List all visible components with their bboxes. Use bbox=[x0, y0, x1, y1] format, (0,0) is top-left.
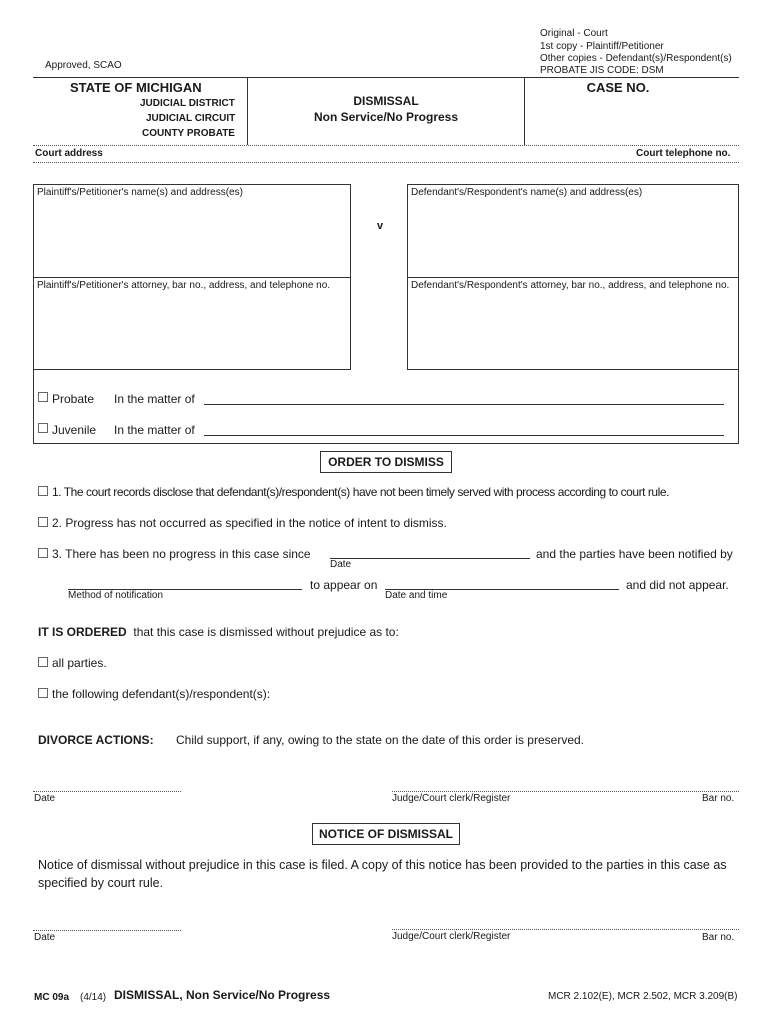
approved-scao: Approved, SCAO bbox=[45, 60, 122, 71]
order-date-caption: Date bbox=[34, 793, 56, 804]
probate-matter-input[interactable] bbox=[204, 389, 724, 405]
notice-signature-line bbox=[392, 929, 739, 930]
appear-date-time-caption: Date and time bbox=[385, 590, 448, 601]
footer-title: DISMISSAL, Non Service/No Progress bbox=[114, 988, 331, 1002]
versus-label: v bbox=[377, 220, 384, 232]
order-bar-caption: Bar no. bbox=[702, 793, 735, 804]
notified-by-text: and the parties have been notified by bbox=[536, 547, 733, 561]
defendant-label: Defendant's/Respondent's name(s) and address(es) bbox=[411, 187, 643, 198]
item1-text: 1. The court records disclose that defendant(s)/respondent(s) have not been timely served with process according to court rule. bbox=[52, 485, 669, 499]
ordered-text: that this case is dismissed without prejudice as to: bbox=[133, 625, 399, 639]
defendant-attorney-label: Defendant's/Respondent's attorney, bar no., address, and telephone no. bbox=[411, 280, 730, 291]
header-divider-right bbox=[524, 77, 525, 145]
plaintiff-input[interactable] bbox=[37, 201, 347, 275]
probate-checkbox[interactable] bbox=[38, 392, 48, 402]
judicial-circuit-label: JUDICIAL CIRCUIT bbox=[146, 113, 236, 124]
form-title: DISMISSAL bbox=[353, 94, 419, 108]
following-respondents-input[interactable] bbox=[284, 684, 724, 700]
order-date-line bbox=[33, 791, 181, 792]
defendant-attorney-input[interactable] bbox=[411, 293, 735, 367]
ordered-bold: IT IS ORDERED bbox=[38, 625, 127, 639]
defendant-box bbox=[407, 184, 739, 370]
jis-code: PROBATE JIS CODE: DSM bbox=[540, 65, 664, 76]
ordered-statement bbox=[38, 625, 399, 639]
item2-checkbox[interactable] bbox=[38, 517, 48, 527]
to-appear-on-text: to appear on bbox=[310, 578, 378, 592]
notice-date-line bbox=[33, 930, 181, 931]
form-subtitle: Non Service/No Progress bbox=[313, 110, 459, 124]
juvenile-in-matter-label: In the matter of bbox=[114, 423, 195, 437]
order-signature-line bbox=[392, 791, 739, 792]
all-parties-checkbox[interactable] bbox=[38, 657, 48, 667]
court-phone-label: Court telephone no. bbox=[636, 148, 731, 159]
state-of-michigan: STATE OF MICHIGAN bbox=[70, 80, 202, 95]
notice-bar-caption: Bar no. bbox=[702, 932, 735, 943]
judicial-district-label: JUDICIAL DISTRICT bbox=[140, 98, 235, 109]
progress-date-caption: Date bbox=[330, 559, 352, 570]
notification-method-input[interactable] bbox=[68, 574, 302, 590]
notice-heading: NOTICE OF DISMISSAL bbox=[312, 823, 460, 845]
case-no-input[interactable] bbox=[532, 112, 732, 128]
distribution-line-1: Original - Court bbox=[540, 28, 608, 39]
item3-text: 3. There has been no progress in this case since bbox=[52, 547, 311, 561]
plaintiff-divider bbox=[34, 277, 350, 278]
item2-text: 2. Progress has not occurred as specified in the notice of intent to dismiss. bbox=[52, 516, 447, 530]
following-respondents-checkbox[interactable] bbox=[38, 688, 48, 698]
distribution-line-3: Other copies - Defendant(s)/Respondent(s) bbox=[540, 53, 732, 64]
divorce-actions-label: DIVORCE ACTIONS: bbox=[38, 733, 154, 747]
juvenile-matter-input[interactable] bbox=[204, 420, 724, 436]
header-top-rule bbox=[33, 77, 739, 78]
defendant-input[interactable] bbox=[411, 201, 735, 275]
defendant-divider bbox=[408, 277, 738, 278]
notice-judge-caption: Judge/Court clerk/Register bbox=[392, 931, 511, 942]
plaintiff-attorney-label: Plaintiff's/Petitioner's attorney, bar no., address, and telephone no. bbox=[37, 280, 331, 291]
footer-court-rules: MCR 2.102(E), MCR 2.502, MCR 3.209(B) bbox=[548, 991, 738, 1002]
case-no-label: CASE NO. bbox=[586, 80, 650, 95]
notification-method-caption: Method of notification bbox=[68, 590, 164, 601]
order-judge-caption: Judge/Court clerk/Register bbox=[392, 793, 511, 804]
following-respondents-label: the following defendant(s)/respondent(s): bbox=[52, 687, 271, 701]
all-parties-label: all parties. bbox=[52, 656, 107, 670]
plaintiff-attorney-input[interactable] bbox=[37, 293, 347, 367]
court-address-label: Court address bbox=[35, 148, 103, 159]
probate-in-matter-label: In the matter of bbox=[114, 392, 195, 406]
juvenile-checkbox[interactable] bbox=[38, 423, 48, 433]
order-heading: ORDER TO DISMISS bbox=[320, 451, 452, 473]
juvenile-label: Juvenile bbox=[52, 423, 97, 437]
court-info-rule bbox=[33, 162, 739, 163]
appear-date-time-input[interactable] bbox=[385, 574, 619, 590]
plaintiff-label: Plaintiff's/Petitioner's name(s) and address(es) bbox=[37, 187, 243, 198]
item3-checkbox[interactable] bbox=[38, 548, 48, 558]
divorce-actions-text: Child support, if any, owing to the state on the date of this order is preserved. bbox=[176, 733, 585, 747]
county-probate-label: COUNTY PROBATE bbox=[142, 128, 235, 139]
did-not-appear-text: and did not appear. bbox=[626, 578, 729, 592]
notice-date-caption: Date bbox=[34, 932, 56, 943]
footer-revision: (4/14) bbox=[80, 992, 107, 1003]
item1-checkbox[interactable] bbox=[38, 486, 48, 496]
distribution-line-2: 1st copy - Plaintiff/Petitioner bbox=[540, 41, 664, 52]
progress-date-input[interactable] bbox=[330, 543, 530, 559]
header-divider-left bbox=[247, 77, 248, 145]
notice-text: Notice of dismissal without prejudice in this case is filed. A copy of this notice has been provided to the parties in this case as specified by court rule. bbox=[38, 858, 727, 890]
probate-label: Probate bbox=[52, 392, 95, 406]
plaintiff-box bbox=[33, 184, 351, 370]
header-bottom-rule bbox=[33, 145, 739, 146]
footer-form-number: MC 09a bbox=[34, 992, 70, 1003]
